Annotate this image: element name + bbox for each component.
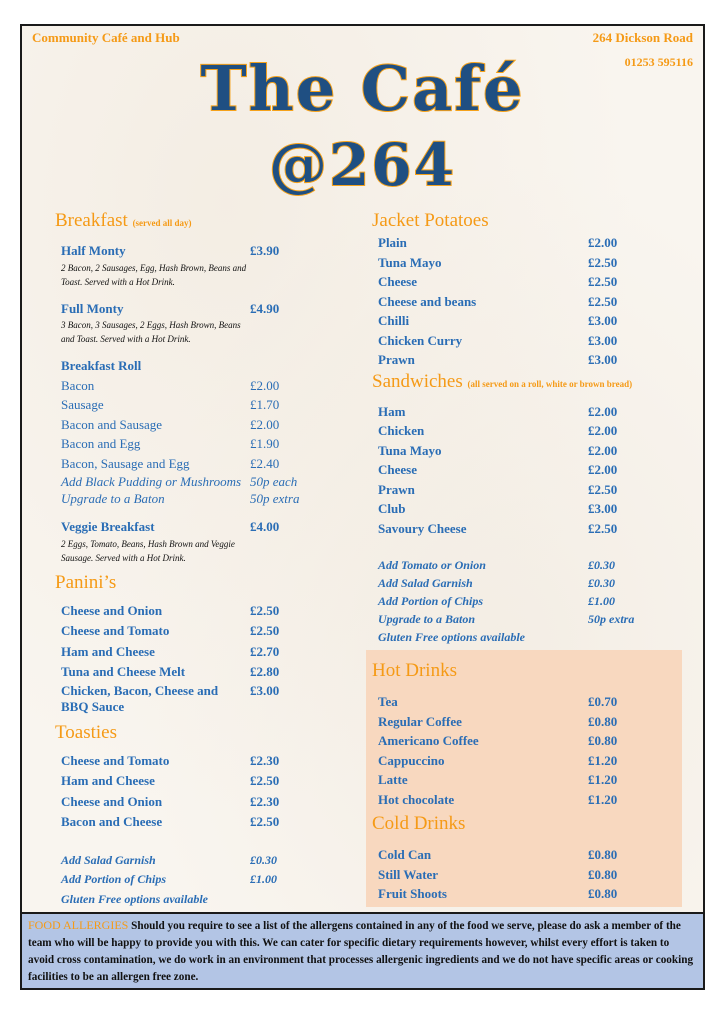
menu-extra: Add Portion of Chips £1.00 bbox=[378, 594, 615, 608]
menu-item: Regular Coffee £0.80 bbox=[378, 713, 618, 729]
menu-item: Cold Can £0.80 bbox=[378, 847, 618, 862]
menu-item: Cappuccino £1.20 bbox=[378, 752, 618, 768]
allergy-notice bbox=[20, 912, 705, 990]
menu-item: Cheese £2.00 bbox=[378, 462, 618, 477]
menu-item: Full Monty £4.90 bbox=[61, 300, 280, 316]
menu-item: Cheese £2.50 bbox=[378, 274, 618, 289]
menu-item: Sausage £1.70 bbox=[61, 397, 280, 412]
menu-item: Tuna and Cheese Melt £2.80 bbox=[61, 664, 280, 679]
sandwiches-subtitle: (all served on a roll, white or brown bread) bbox=[467, 378, 633, 389]
menu-item: Ham and Cheese £2.50 bbox=[61, 773, 280, 788]
menu-item: Americano Coffee £0.80 bbox=[378, 733, 618, 748]
menu-item: Latte £1.20 bbox=[378, 772, 618, 787]
menu-item: Prawn £2.50 bbox=[378, 481, 618, 497]
menu-item: Ham £2.00 bbox=[378, 403, 618, 419]
address: 264 Dickson Road bbox=[592, 30, 693, 45]
phone-number: 01253 595116 bbox=[624, 55, 693, 69]
right-column bbox=[372, 209, 702, 904]
section-heading-cold-drinks: Cold Drinks bbox=[372, 813, 466, 834]
menu-item: Prawn £3.00 bbox=[378, 352, 618, 367]
menu-item: Cheese and Tomato £2.30 bbox=[61, 752, 280, 768]
menu-extra: Upgrade to a Baton 50p extra bbox=[61, 491, 300, 506]
menu-item: Cheese and Onion £2.30 bbox=[61, 793, 280, 809]
menu-item: Cheese and Tomato £2.50 bbox=[61, 623, 280, 638]
section-heading-hot-drinks: Hot Drinks bbox=[372, 660, 457, 681]
menu-item: Bacon and Egg £1.90 bbox=[61, 436, 280, 451]
menu-extra: Upgrade to a Baton 50p extra bbox=[378, 612, 635, 626]
section-heading-breakfast bbox=[55, 209, 375, 235]
item-description: 2 Eggs, Tomato, Beans, Hash Brown and Veggie Sausage. Served with a Hot Drink. bbox=[61, 538, 235, 563]
menu-item: Cheese and Onion £2.50 bbox=[61, 602, 280, 618]
menu-item: Chicken, Bacon, Cheese and £3.00 bbox=[61, 682, 280, 698]
menu-item: Chilli £3.00 bbox=[378, 313, 618, 328]
menu-item: Bacon, Sausage and Egg £2.40 bbox=[61, 455, 280, 471]
menu-item: Tuna Mayo £2.00 bbox=[378, 442, 618, 458]
cafe-title-number: @264 bbox=[268, 131, 457, 199]
item-description: 3 Bacon, 3 Sausages, 2 Eggs, Hash Brown, Beans and Toast. Served with a Hot Drink. bbox=[61, 320, 241, 344]
menu-extra: Add Salad Garnish £0.30 bbox=[61, 852, 277, 867]
menu-item: Bacon £2.00 bbox=[61, 377, 280, 393]
section-heading-toasties: Toasties bbox=[55, 721, 117, 743]
allergy-text: Should you require to see a list of the allergens contained in any of the food we serve, please do ask a member of the team who will be happy to provide you with this. We can cater for specific dietary requirements however, whilst every effort is taken to avoid cross contamination, we do work in an environment that processes allergenic ingredients and we do not have specific areas or cooking facilities to be an allergen free zone. bbox=[28, 920, 694, 983]
menu-page bbox=[20, 24, 705, 914]
menu-item: Club £3.00 bbox=[378, 501, 618, 516]
menu-item: Bacon and Sausage £2.00 bbox=[61, 416, 280, 432]
org-name: Community Café and Hub bbox=[32, 30, 180, 45]
breakfast-roll-title: Breakfast Roll bbox=[61, 358, 142, 373]
menu-item: Tuna Mayo £2.50 bbox=[378, 254, 618, 270]
breakfast-subtitle: (served all day) bbox=[132, 218, 192, 228]
menu-item: Cheese and beans £2.50 bbox=[378, 293, 618, 309]
menu-item: Savoury Cheese £2.50 bbox=[378, 520, 618, 536]
item-description: 2 Bacon, 2 Sausages, Egg, Hash Brown, Beans and Toast. Served with a Hot Drink. bbox=[61, 262, 247, 287]
section-heading-jacket-potatoes: Jacket Potatoes bbox=[372, 210, 489, 231]
menu-extra: Add Salad Garnish £0.30 bbox=[378, 576, 615, 590]
menu-item: Veggie Breakfast £4.00 bbox=[61, 519, 280, 534]
menu-item: Bacon and Cheese £2.50 bbox=[61, 814, 280, 829]
section-heading-paninis: Panini’s bbox=[55, 571, 117, 593]
cafe-title: The Café bbox=[200, 52, 525, 125]
menu-extra: Add Tomato or Onion £0.30 bbox=[378, 558, 615, 572]
menu-item: Still Water £0.80 bbox=[378, 866, 618, 882]
menu-item: Chicken Curry £3.00 bbox=[378, 332, 618, 348]
menu-item: Hot chocolate £1.20 bbox=[378, 791, 618, 807]
allergy-label: FOOD ALLERGIES bbox=[28, 918, 129, 932]
gluten-free-note: Gluten Free options available bbox=[61, 891, 208, 906]
section-heading-sandwiches bbox=[372, 370, 702, 396]
menu-item-continued: BBQ Sauce bbox=[61, 698, 125, 714]
menu-item: Half Monty £3.90 bbox=[61, 243, 280, 258]
menu-item: Tea £0.70 bbox=[378, 694, 618, 709]
menu-item: Plain £2.00 bbox=[378, 235, 618, 250]
menu-item: Fruit Shoots £0.80 bbox=[378, 886, 618, 901]
gluten-free-note: Gluten Free options available bbox=[378, 630, 525, 644]
left-column bbox=[55, 209, 375, 909]
menu-item: Chicken £2.00 bbox=[378, 423, 618, 438]
menu-extra: Add Black Pudding or Mushrooms 50p each bbox=[61, 474, 298, 489]
menu-item: Ham and Cheese £2.70 bbox=[61, 643, 280, 659]
sandwiches-title: Sandwiches bbox=[372, 370, 463, 392]
menu-extra: Add Portion of Chips £1.00 bbox=[61, 872, 277, 886]
breakfast-title: Breakfast bbox=[55, 210, 128, 231]
